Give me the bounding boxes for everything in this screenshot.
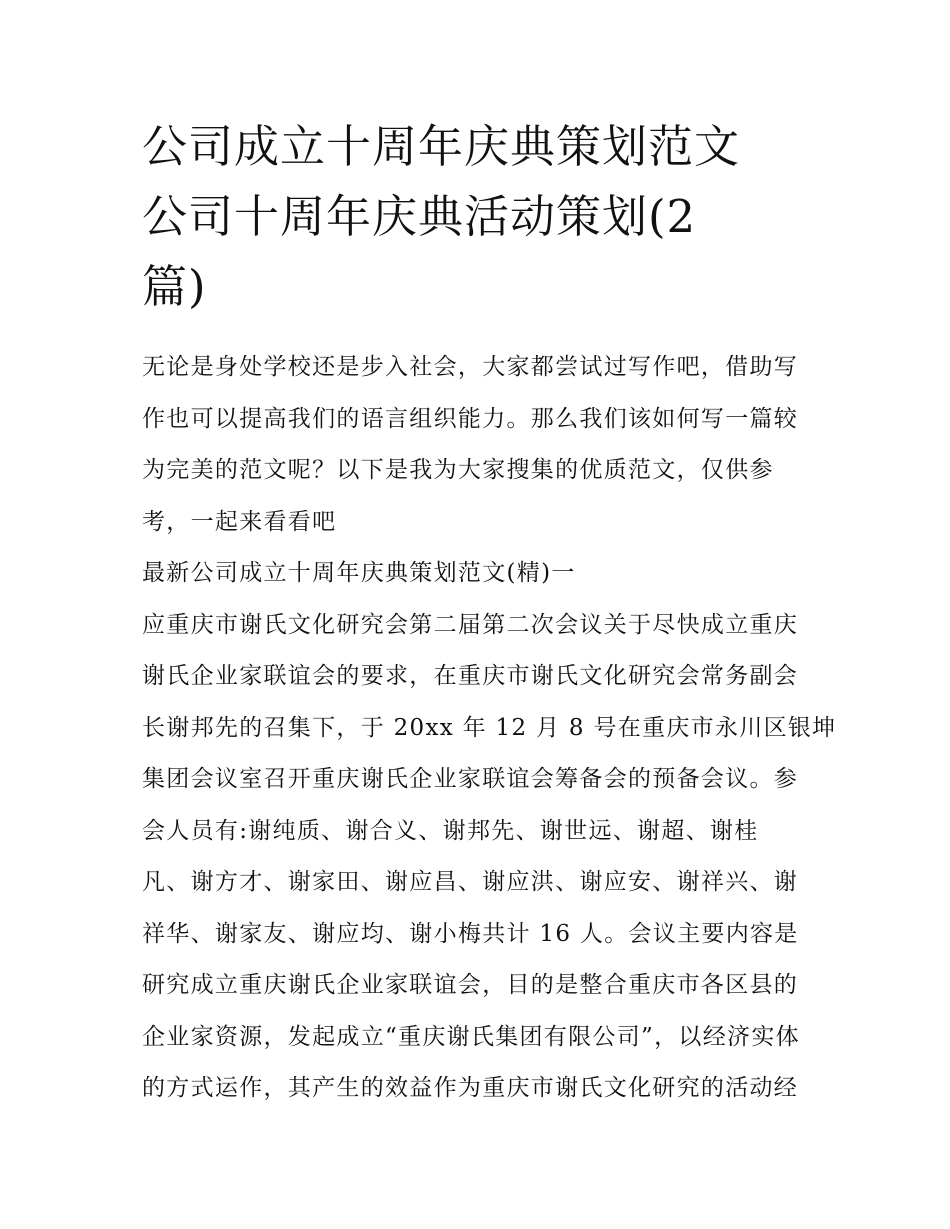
title-line: 公司成立十周年庆典策划范文 [142, 120, 741, 173]
text-line: 作也可以提高我们的语言组织能力。那么我们该如何写一篇较 [142, 405, 799, 432]
text-line: 无论是身处学校还是步入社会，大家都尝试过写作吧，借助写 [142, 354, 799, 380]
text-line: 祥华、谢家友、谢应均、谢小梅共计 16 人。会议主要内容是 [142, 920, 799, 947]
body-paragraph [142, 600, 837, 1115]
text-line: 研究成立重庆谢氏企业家联谊会，目的是整合重庆市各区县的 [142, 972, 799, 998]
text-line: 集团会议室召开重庆谢氏企业家联谊会筹备会的预备会议。参 [142, 766, 799, 792]
text-line: 凡、谢方才、谢家田、谢应昌、谢应洪、谢应安、谢祥兴、谢 [142, 869, 799, 895]
text-line: 应重庆市谢氏文化研究会第二届第二次会议关于尽快成立重庆 [142, 611, 799, 638]
document-page [142, 112, 837, 1115]
text-line: 会人员有:谢纯质、谢合义、谢邦先、谢世远、谢超、谢桂 [142, 817, 759, 844]
text-line: 为完美的范文呢？以下是我为大家搜集的优质范文，仅供参 [142, 457, 774, 483]
text-line: 谢氏企业家联谊会的要求，在重庆市谢氏文化研究会常务副会 [142, 663, 799, 689]
text-line: 长谢邦先的召集下，于 20xx 年 12 月 8 号在重庆市永川区银坤 [142, 714, 837, 741]
title-line: 公司十周年庆典活动策划(2 [142, 190, 697, 243]
section-heading-text: 最新公司成立十周年庆典策划范文(精)一 [142, 560, 576, 586]
document-title [142, 112, 814, 322]
text-line: 考，一起来看看吧 [142, 508, 337, 535]
title-line: 篇) [142, 260, 207, 313]
text-line: 的方式运作，其产生的效益作为重庆市谢氏文化研究的活动经 [142, 1075, 799, 1101]
intro-paragraph [142, 342, 814, 548]
text-line: 企业家资源，发起成立“重庆谢氏集团有限公司”，以经济实体 [142, 1023, 800, 1050]
section-heading [142, 548, 814, 600]
